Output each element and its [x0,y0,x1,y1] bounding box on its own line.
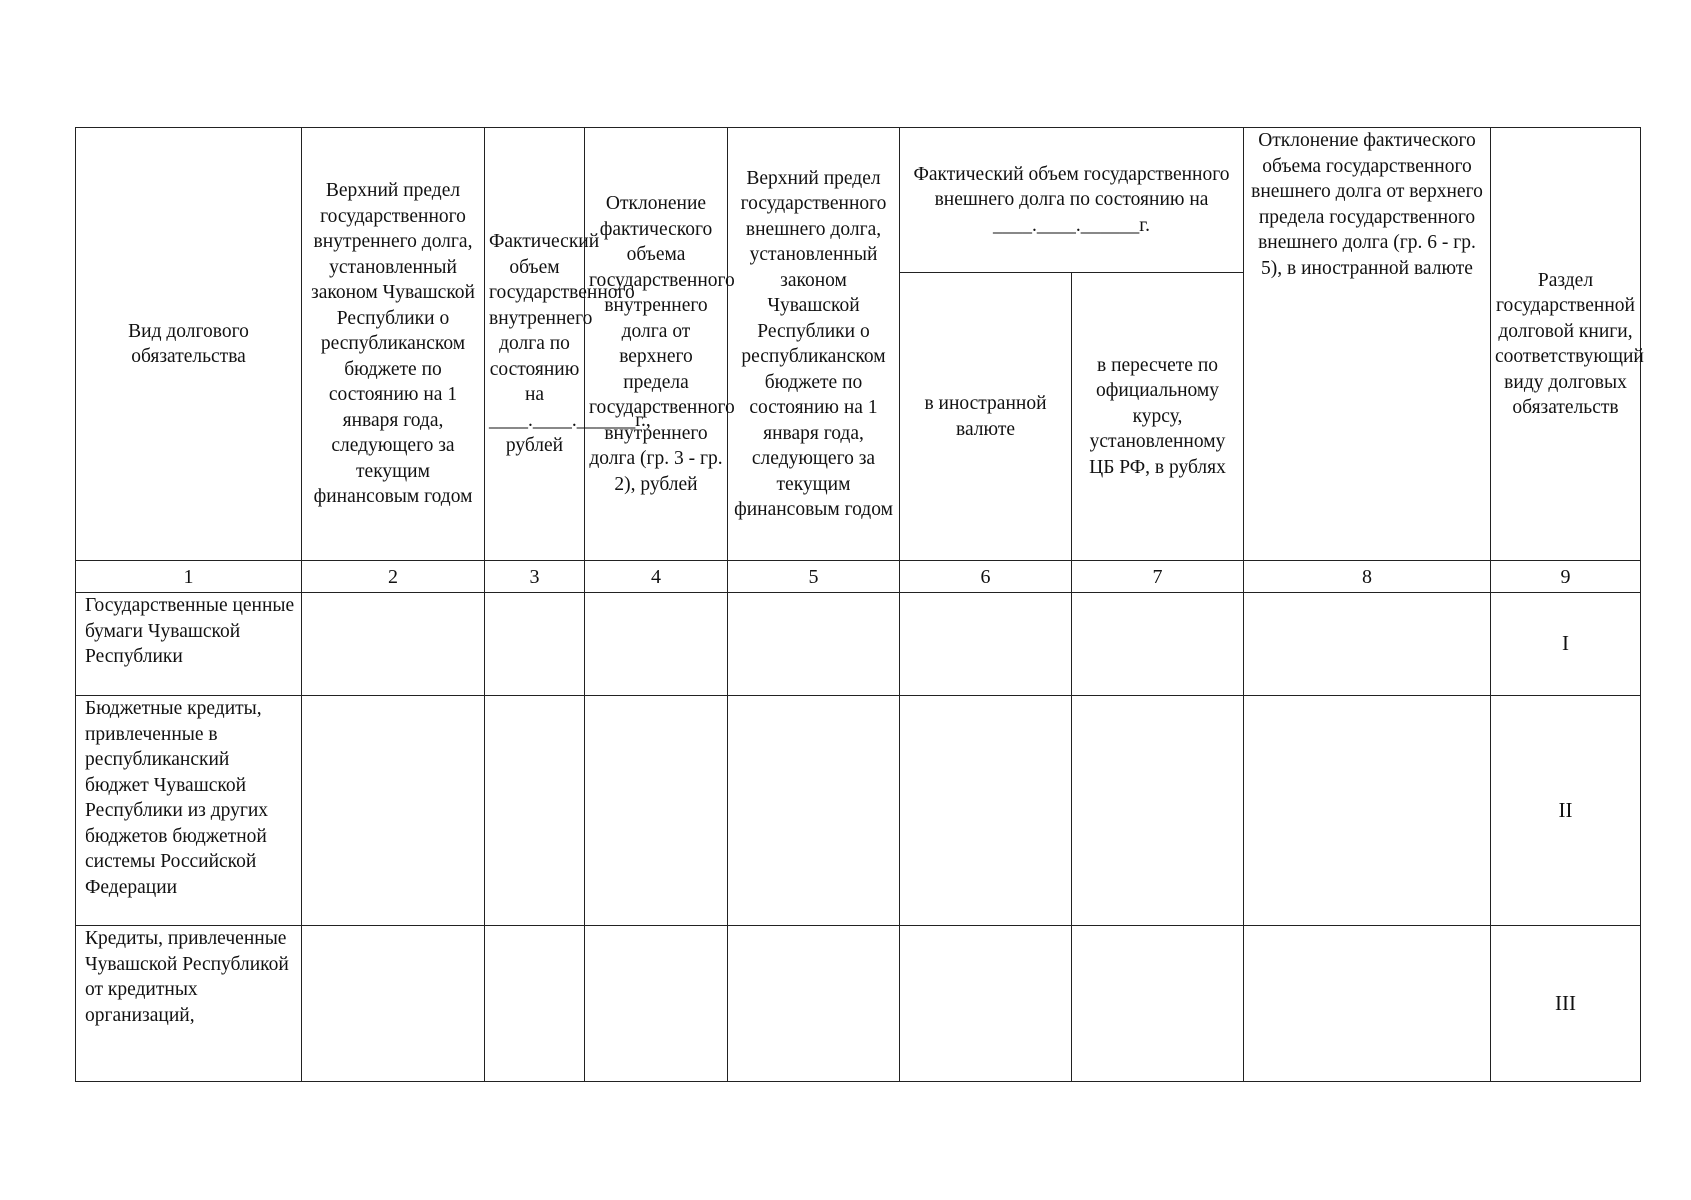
column-number: 2 [302,561,485,593]
row-debt-type: Государственные ценные бумаги Чувашской Республики [76,593,302,696]
column-number: 8 [1244,561,1491,593]
column-number: 6 [900,561,1072,593]
header-foreign-currency: в иностранной валюте [900,273,1072,561]
empty-cell [900,593,1072,696]
empty-cell [485,926,585,1082]
column-numbers-row [76,561,1641,593]
empty-cell [1072,696,1244,926]
header-debt-type: Вид долгового обязательства [76,128,302,561]
empty-cell [1244,696,1491,926]
empty-cell [728,593,900,696]
header-book-section: Раздел государственной долговой книги, соответствующий виду долговых обязательств [1491,128,1641,561]
empty-cell [485,593,585,696]
empty-cell [585,926,728,1082]
empty-cell [585,593,728,696]
header-rubles-converted: в пересчете по официальному курсу, установленному ЦБ РФ, в рублях [1072,273,1244,561]
empty-cell [585,696,728,926]
table-row [76,593,1641,696]
empty-cell [302,696,485,926]
header-external-actual-volume [900,128,1244,273]
empty-cell [728,926,900,1082]
empty-cell [900,926,1072,1082]
empty-cell [1072,926,1244,1082]
empty-cell [1244,593,1491,696]
row-book-section: II [1491,696,1641,926]
row-debt-type: Бюджетные кредиты, привлеченные в республиканский бюджет Чувашской Республики из других бюджетов бюджетной системы Российской Федерации [76,696,302,926]
row-debt-type: Кредиты, привлеченные Чувашской Республикой от кредитных организаций, [76,926,302,1082]
empty-cell [900,696,1072,926]
empty-cell [302,926,485,1082]
header-domestic-deviation: Отклонение фактического объема государственного внутреннего долга от верхнего предела государственного внутреннего долга (гр. 3 - гр. 2), рублей [585,128,728,561]
empty-cell [1072,593,1244,696]
column-number: 1 [76,561,302,593]
empty-cell [485,696,585,926]
empty-cell [728,696,900,926]
header-external-upper-limit: Верхний предел государственного внешнего долга, установленный законом Чувашской Республики о республиканском бюджете по состоянию на 1 января года, следующего за текущим финансовым годом [728,128,900,561]
column-number: 9 [1491,561,1641,593]
row-book-section: III [1491,926,1641,1082]
header-external-deviation: Отклонение фактического объема государственного внешнего долга от верхнего предела государственного внешнего долга (гр. 6 - гр. 5), в иностранной валюте [1244,128,1491,561]
table-row [76,926,1641,1082]
debt-book-table [75,127,1644,1082]
header-domestic-upper-limit: Верхний предел государственного внутреннего долга, установленный законом Чувашской Республики о республиканском бюджете по состоянию на 1 января года, следующего за текущим финансовым годом [302,128,485,561]
header-external-actual-date: ____.____.______г. [993,214,1150,236]
column-number: 7 [1072,561,1244,593]
column-number: 3 [485,561,585,593]
column-number: 4 [585,561,728,593]
header-row-top [76,128,1641,273]
header-external-actual-title: Фактический объем государственного внешнего долга по состоянию на [913,163,1230,211]
empty-cell [1244,926,1491,1082]
table-row [76,696,1641,926]
header-domestic-actual-volume: Фактический объем государственного внутреннего долга по состоянию на ____.____.______г., рублей [485,128,585,561]
column-number: 5 [728,561,900,593]
row-book-section: I [1491,593,1641,696]
empty-cell [302,593,485,696]
